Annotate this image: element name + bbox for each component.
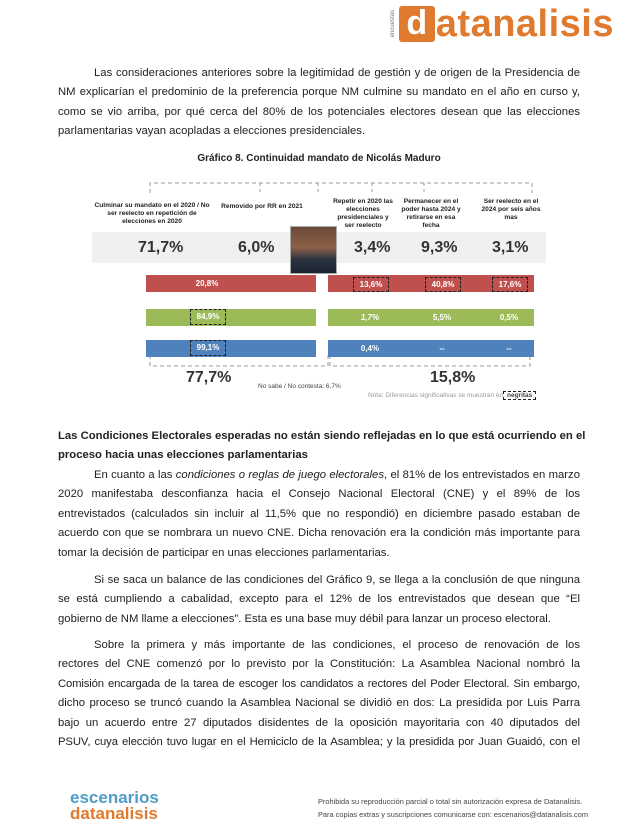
p2-line: gobierno de NM llame a elecciones”. Esta es una base muy débil para lanzar un proceso electoral. [58,612,551,625]
footer-line: Prohibida su reproducción parcial o total sin autorización expresa de Datanalisis. [318,797,583,806]
p3-line: dicho proceso se truncó cuando la Asamblea Nacional se dividió en dos: La presidida por Luis Parra [58,697,580,710]
left-group-total: 77,7% [186,369,232,386]
brand-small-text: encuestas [389,10,396,38]
section-heading [58,427,618,466]
total-value: 6,0% [238,239,275,256]
no-sabe-note: No sabe / No contesta: 6,7% [258,383,341,390]
p1-line: acuerdo con que se nombrara un nuevo CNE. Dicha renovación era la condición más importante para [58,527,580,540]
category-label: Repetir en 2020 las elecciones presidenciales y ser reelecto [333,198,393,229]
p1-italic: condiciones o reglas de juego electorales [175,469,384,481]
p1-line: tomar la decisión de participar en unas elecciones parlamentarias. [58,546,390,559]
bar-green-left [146,309,316,326]
bar-label: 0,5% [499,313,519,322]
total-value: 71,7% [138,239,184,256]
paragraph-conditions [58,466,580,563]
brand-name: atanalisis [435,2,614,45]
intro-line: parlamentarias vayan acopladas a elecciones presidenciales. [58,125,366,138]
category-label: Culminar su mandato en el 2020 / No ser reelecto en repetición de elecciones en 2020 [94,202,210,225]
p3-line: Sobre la primera y más importante de las condiciones, el proceso de renovación de los [94,639,580,651]
paragraph-cne [58,636,580,752]
section-heading-line: Las Condiciones Electorales esperadas no están siendo reflejadas en lo que está ocurriendo en el [58,430,586,442]
bar-red-left [146,275,316,292]
footer-logo-bottom: datanalisis [70,804,158,823]
p1-line: entrevistados (calculados sin incluir al 11,5% que no respondió) en diciembre pasado estaban de [58,507,580,520]
p3-line: Comisión encargada de la tarea de escoger los candidatos a rectores del Poder Electoral. Sin embargo, [58,677,580,690]
bar-label: 13,6% [353,277,389,292]
p3-line: bajo un acuerdo entre 27 diputados disidentes de la oposición mayoritaria con 40 diputados del [58,716,580,729]
brand-d-mark: d [399,6,435,42]
bar-label: 20,8% [195,279,219,288]
intro-line: Las consideraciones anteriores sobre la legitimidad de gestión y de origen de la Presidencia de [94,67,580,79]
p1-line: 2020 manifestaba desconfianza hacia el Consejo Nacional Electoral (CNE) y el 89% de los [58,488,580,501]
bar-label: 5,5% [432,313,452,322]
p3-line: PSUV, cuya elección tuvo lugar en el Hemiciclo de la Asamblea; y la presidida por Juan Guaidó, con el [58,736,580,749]
bar-label: 99,1% [190,340,226,356]
p2-line: Si se saca un balance de las condiciones del Gráfico 9, se llega a la conclusión de que ninguna [94,574,580,586]
category-label: Removido por RR en 2021 [221,203,303,210]
bar-label: 0,4% [360,344,380,353]
paragraph-balance [58,571,580,629]
bar-label: 1,7% [360,313,380,322]
footer-line: Para copias extras y suscripciones comunicarse con: escenarios@datanalisis.com [318,810,588,819]
category-label: Permanecer en el poder hasta 2024 y retirarse en esa fecha [401,198,461,229]
footer-notice [318,795,588,821]
significance-key: negritas [503,391,536,400]
footer-logo-top: escenarios [70,788,159,807]
significance-note: Nota: Diferencias significativas se muestran en [368,392,504,399]
right-group-total: 15,8% [430,369,476,386]
intro-line: como se vio arriba, por qué cerca del 80% de los potenciales electores desean que las elecciones [58,105,580,118]
category-label: Ser reelecto en el 2024 por seis años mas [481,198,541,221]
bar-label: -- [506,344,512,353]
p1-text: , el 81% de los entrevistados en marzo [383,469,580,481]
bar-label: 17,6% [492,277,528,292]
p1-text: En cuanto a las [94,469,176,481]
total-value: 9,3% [421,239,458,256]
portrait-image [290,226,337,274]
section-heading-line: proceso hacia unas elecciones parlamentarias [58,449,308,462]
bar-label: -- [439,344,445,353]
total-value: 3,4% [354,239,391,256]
total-value: 3,1% [492,239,529,256]
escenarios-logo [70,790,159,822]
chart-title: Gráfico 8. Continuidad mandato de Nicolás Maduro [197,153,441,164]
bar-label: 84,9% [190,309,226,325]
p2-line: se está cumpliendo a cabalidad, excepto para el 12% de los entrevistados que desean que “El [58,593,580,606]
bar-blue-left [146,340,316,357]
p3-line: rectores del CNE comenzó por lo previsto por la Constitución: La Asamblea Nacional nombró la [58,658,580,671]
bar-label: 40,8% [425,277,461,292]
intro-line: NM explicarían el predominio de la preferencia porque NM culmine su mandato en el año en curso y, [58,86,580,99]
